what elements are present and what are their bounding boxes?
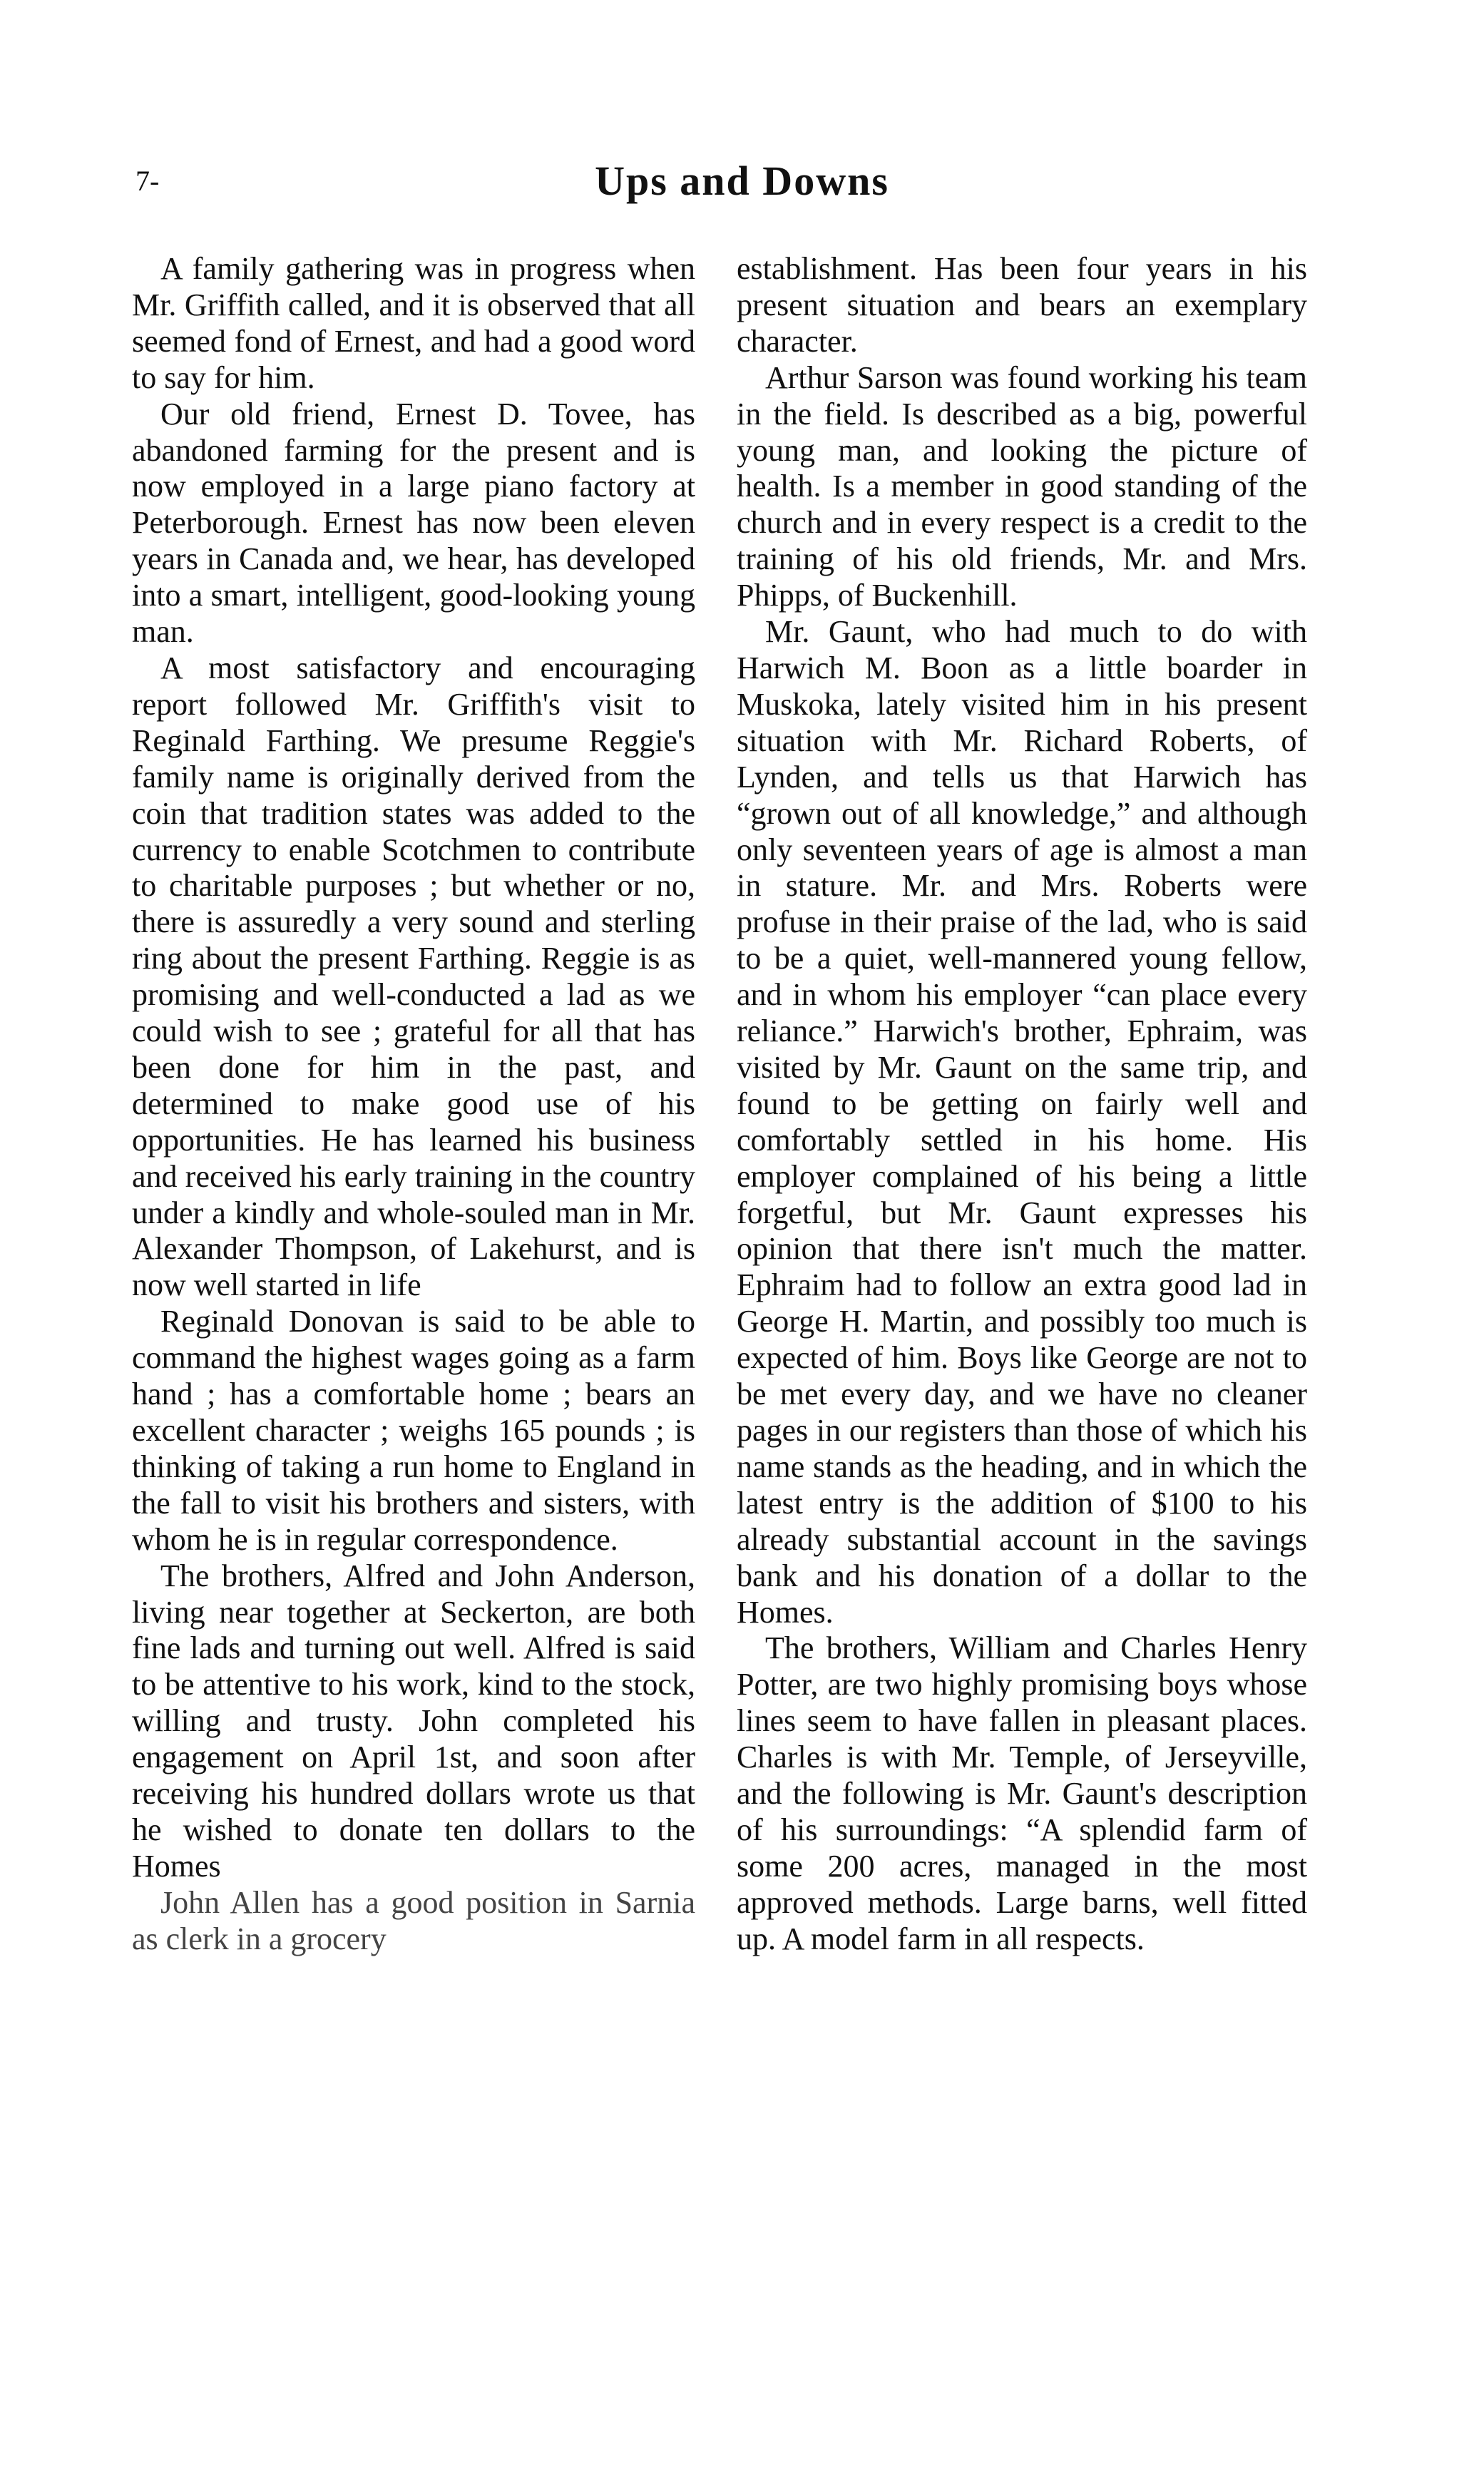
paragraph-harwich-boon: Mr. Gaunt, who had much to do with Harwich M. Boon as a little boarder in Muskoka, lately visited him in his present situation with Mr. Richard Roberts, of Lynden, and tells us that Harwich has “grown out of all knowledge,” and although only seventeen years of age is almost a man in stature. Mr. and Mrs. Roberts were profuse in their praise of the lad, who is said to be a quiet, well-mannered young fellow, and in whom his employer “can place every reliance.” Harwich's brother, Ephraim, was visited by Mr. Gaunt on the same trip, and found to be getting on fairly well and comfortably settled in his home. His employer complained of his being a little forgetful, but Mr. Gaunt expresses his opinion that there isn't much the matter. Ephraim had to follow an extra good lad in George H. Martin, and possibly too much is expected of him. Boys like George are not to be met every day, and we have no cleaner pages in our registers than those of which his name stands as the heading, and in which the latest entry is the addition of $100 to his already substantial account in the savings bank and his donation of a dollar to the Homes. xyxy=(737,614,1307,1630)
paragraph-family-gathering: A family gathering was in progress when Mr. Griffith called, and it is observed that all seemed fond of Ernest, and had a good word to say for him. xyxy=(132,251,695,395)
running-title: Ups and Downs xyxy=(595,158,889,204)
right-column xyxy=(737,251,1307,1958)
paragraph-reginald-donovan: Reginald Donovan is said to be able to command the highest wages going as a farm hand ; has a comfortable home ; bears an excellent character ; weighs 165 pounds ; is thinking of taking a run home to England in the fall to visit his brothers and sisters, with whom he is in regular correspondence. xyxy=(132,1304,695,1557)
paragraph-establishment-continued: establishment. Has been four years in his present situation and bears an exemplary character. xyxy=(737,251,1307,359)
paragraph-potter-brothers: The brothers, William and Charles Henry Potter, are two highly promising boys whose lines seem to have fallen in pleasant places. Charles is with Mr. Temple, of Jerseyville, and the following is Mr. Gaunt's description of his surroundings: “A splendid farm of some 200 acres, managed in the most approved methods. Large barns, well fitted up. A model farm in all respects. xyxy=(737,1630,1307,1956)
paragraph-arthur-sarson: Arthur Sarson was found working his team in the field. Is described as a big, powerful young man, and looking the picture of health. Is a member in good standing of the church and in every respect is a credit to the training of his old friends, Mr. and Mrs. Phipps, of Buckenhill. xyxy=(737,359,1307,613)
paragraph-john-allen: John Allen has a good position in Sarnia as clerk in a grocery xyxy=(132,1884,695,1956)
paragraph-reginald-farthing: A most satisfactory and encouraging report followed Mr. Griffith's visit to Reginald Farthing. We presume Reggie's family name is originally derived from the coin that tradition states was added to the currency to enable Scotchmen to contribute to charitable purposes ; but whether or no, there is assuredly a very sound and sterling ring about the present Farthing. Reggie is as promising and well-conducted a lad as we could wish to see ; grateful for all that has been done for him in the past, and determined to make good use of his opportunities. He has learned his business and received his early training in the country under a kindly and whole-souled man in Mr. Alexander Thompson, of Lakehurst, and is now well started in life xyxy=(132,650,695,1303)
left-column xyxy=(132,251,695,1958)
page-number: 7- xyxy=(135,165,160,197)
page-header xyxy=(0,157,1484,214)
paragraph-ernest-tovee: Our old friend, Ernest D. Tovee, has abandoned farming for the present and is now employed in a large piano factory at Peterborough. Ernest has now been eleven years in Canada and, we hear, has developed into a smart, intelligent, good-looking young man. xyxy=(132,396,695,650)
paragraph-anderson-brothers: The brothers, Alfred and John Anderson, living near together at Seckerton, are both fine lads and turning out well. Alfred is said to be attentive to his work, kind to the stock, willing and trusty. John completed his engagement on April 1st, and soon after receiving his hundred dollars wrote us that he wished to donate ten dollars to the Homes xyxy=(132,1558,695,1884)
